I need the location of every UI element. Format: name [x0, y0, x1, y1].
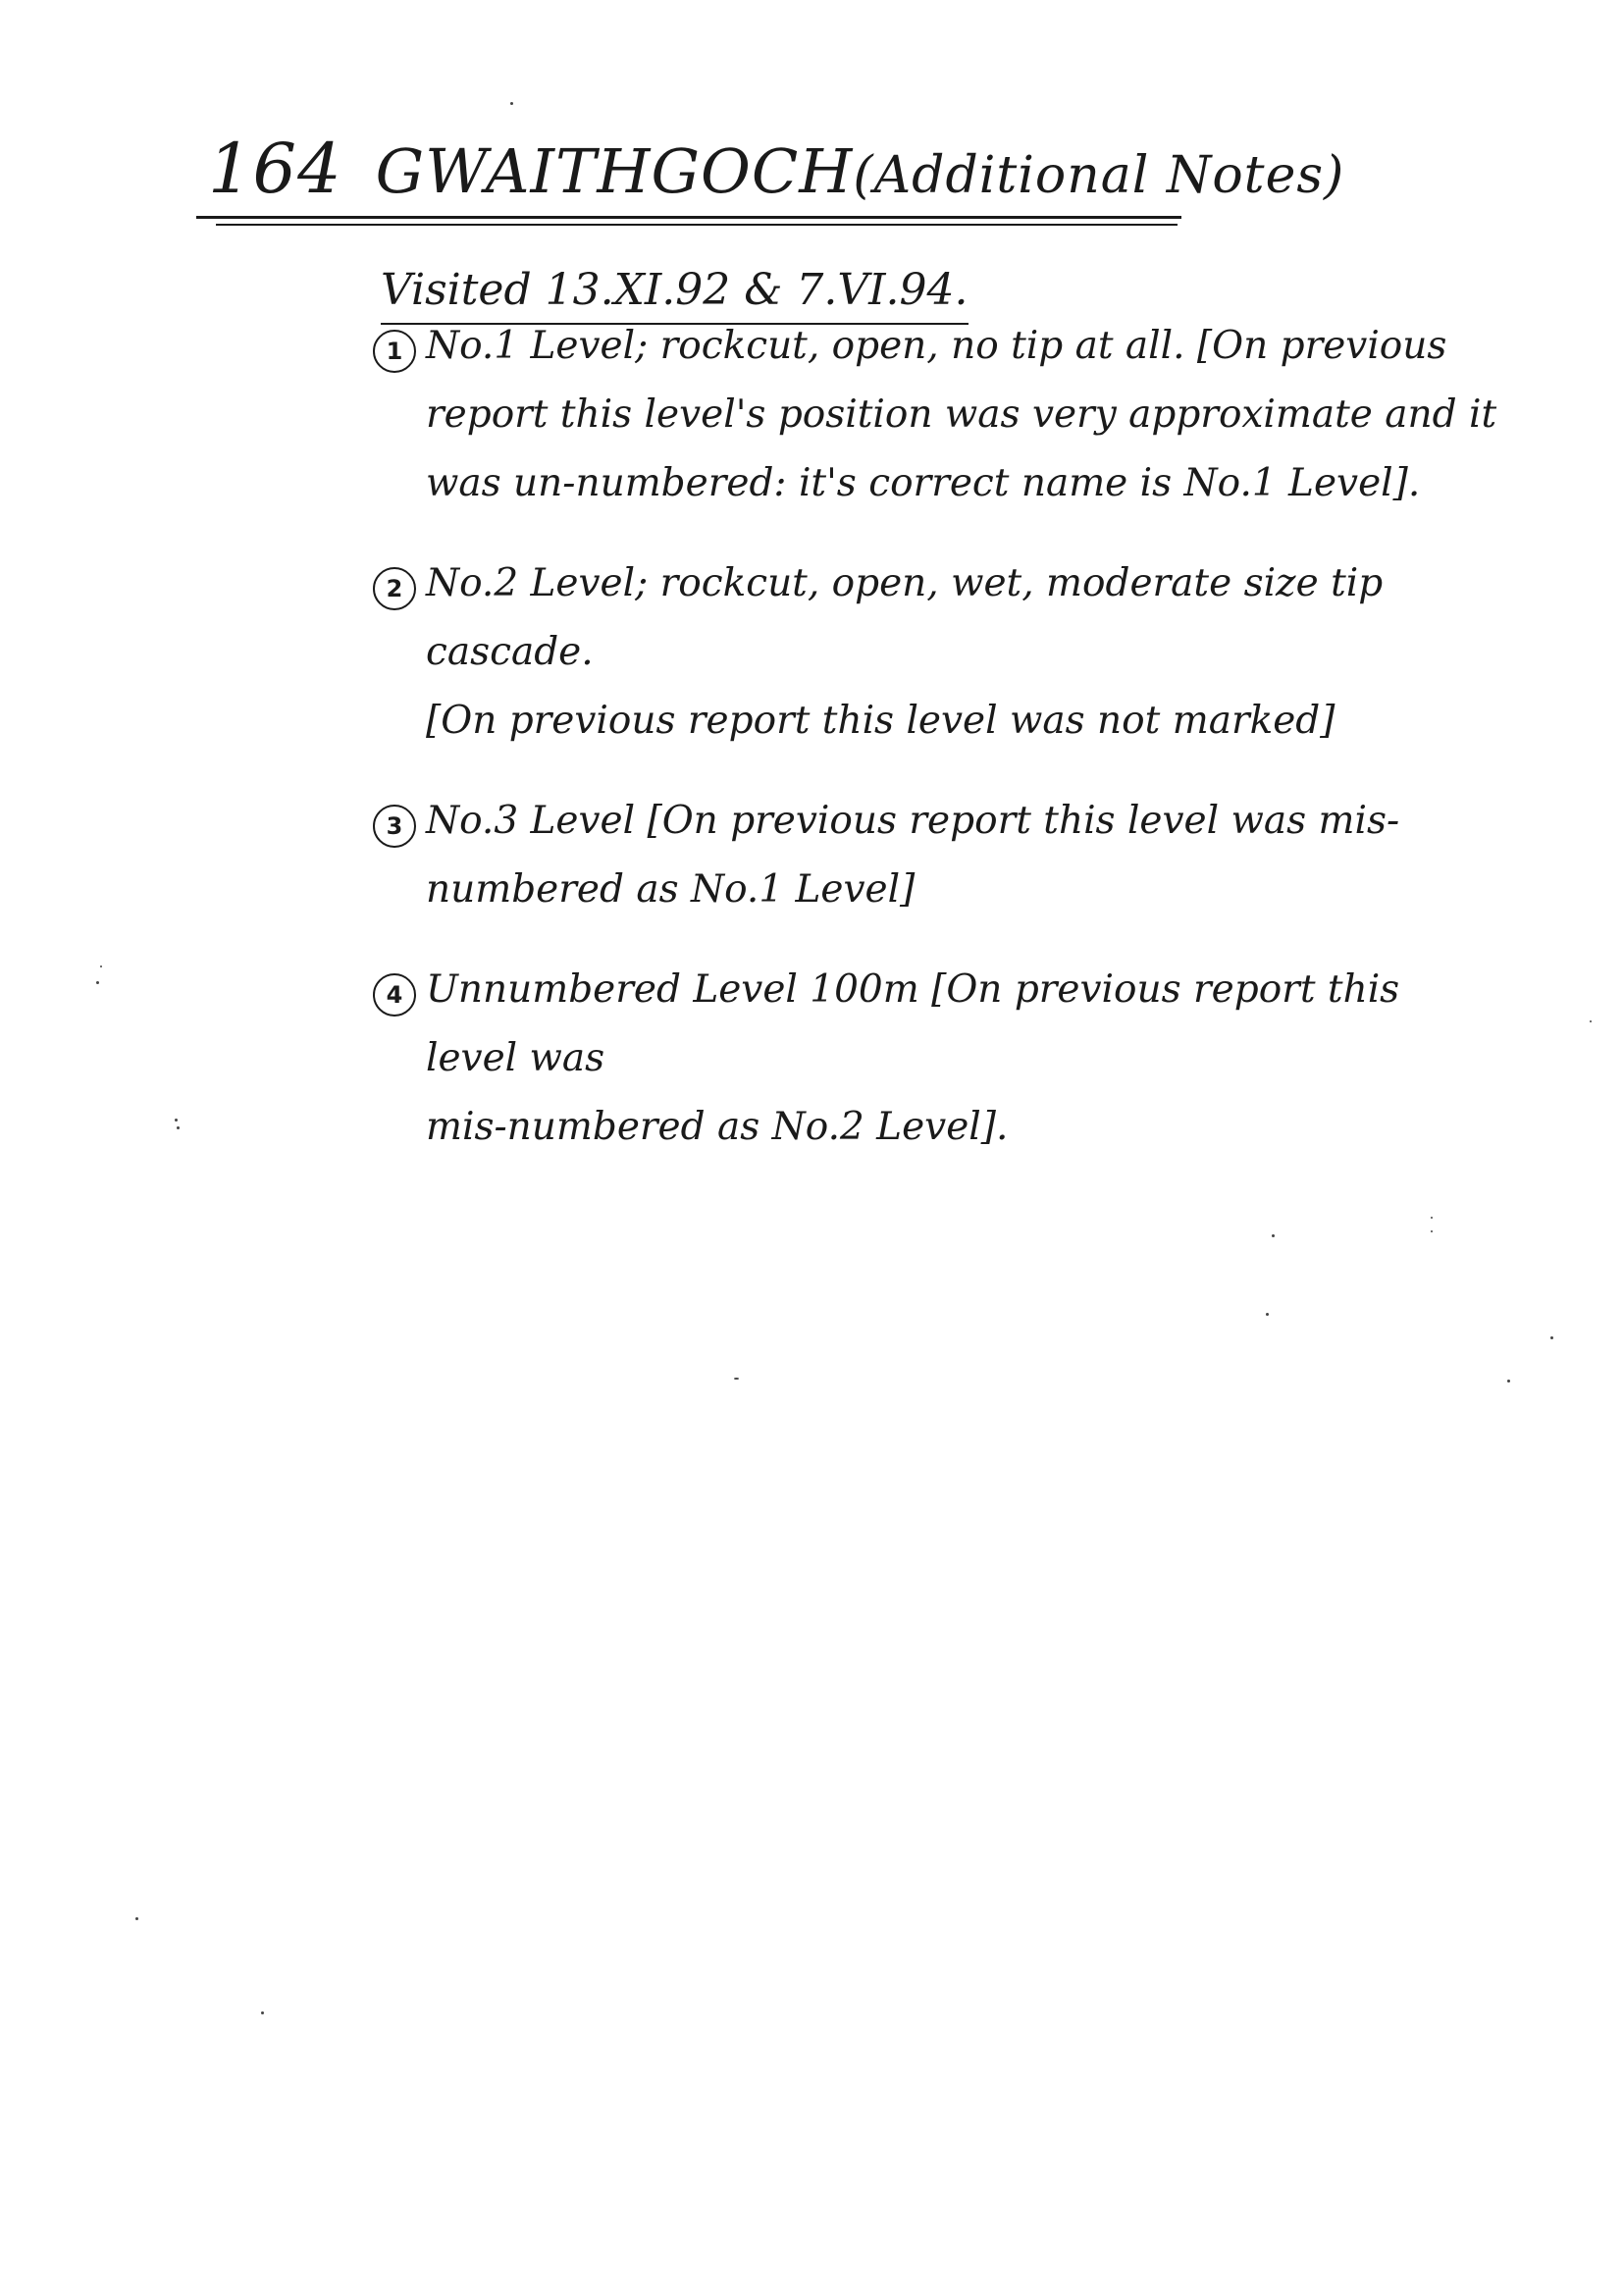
note-item: [373, 787, 1501, 924]
scan-speck: [135, 1917, 138, 1920]
title-name: GWAITHGOCH: [375, 135, 854, 207]
scan-speck: [1431, 1217, 1433, 1219]
note-number-marker: 3: [373, 805, 416, 848]
note-number-marker: 2: [373, 567, 416, 610]
note-number-marker: 4: [373, 973, 416, 1017]
note-text: Unnumbered Level 100m [On previous report this level was mis-numbered as No.2 Level].: [426, 967, 1400, 1149]
title-subtitle: (Additional Notes): [853, 146, 1345, 205]
note-text: No.2 Level; rockcut, open, wet, moderate size tip cascade. [On previous report this level was not marked]: [426, 561, 1384, 743]
scan-speck: [96, 981, 99, 984]
title-number: 164: [208, 129, 342, 209]
note-number-marker: 1: [373, 330, 416, 373]
scan-speck: [1550, 1336, 1553, 1339]
title-underline-second: [216, 224, 1178, 226]
scan-speck: [1431, 1230, 1433, 1232]
notes-list: [373, 312, 1501, 1193]
scan-speck: [734, 1378, 739, 1380]
note-text: No.1 Level; rockcut, open, no tip at all. [On previous report this level's position was very approximate and it was un-numbered: it's correct name is No.1 Level].: [426, 324, 1497, 505]
note-item: [373, 956, 1501, 1162]
scan-speck: [510, 102, 513, 105]
note-item: [373, 549, 1501, 756]
note-item: [373, 312, 1501, 518]
scan-speck: [261, 2011, 264, 2014]
scan-speck: [1272, 1234, 1275, 1237]
scan-speck: [175, 1119, 178, 1122]
scan-speck: [1507, 1380, 1510, 1383]
scan-speck: [1590, 1020, 1592, 1022]
note-text: No.3 Level [On previous report this level was mis- numbered as No.1 Level]: [426, 799, 1400, 912]
page-title: [196, 128, 1345, 210]
scan-speck: [100, 965, 102, 967]
visited-dates: Visited 13.XI.92 & 7.VI.94.: [381, 265, 969, 325]
title-block: [196, 128, 1345, 210]
title-underline: [196, 216, 1181, 219]
scan-speck: [1266, 1313, 1269, 1316]
scan-speck: [177, 1126, 180, 1129]
